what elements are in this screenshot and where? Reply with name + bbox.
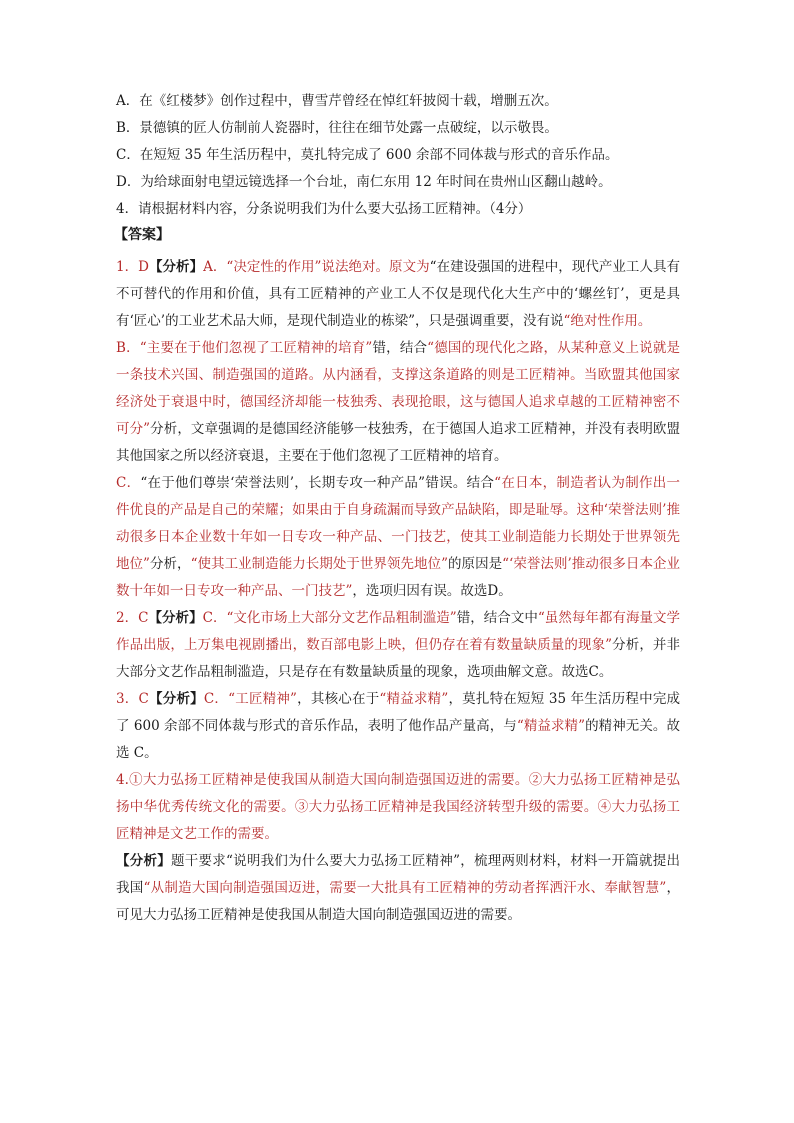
answer-text: “使其工业制造能力长期处于世界领先地位” xyxy=(190,556,448,572)
answer-text: “‘荣誉法则’推动很多日本企业数十年如一日专攻一种产品、一门技艺” xyxy=(116,556,681,599)
answer-text: 分析，并非大部分文艺作品粗制滥造，只是存在有数量缺质量的现象，选项曲解文意。故选C。 xyxy=(116,637,681,680)
answer-num: 1．D xyxy=(116,259,149,275)
answer-text: “绝对性作用。 xyxy=(563,313,652,329)
answer-1-a xyxy=(116,254,680,335)
answer-text: “从制造大国向制造强国迈进，需要一大批具有工匠精神的劳动者挥洒汗水、奉献智慧” xyxy=(143,880,667,896)
answer-text: “德国的现代化之路，从某种意义上说就是一条技术兴国、制造强国的道路。从内涵看，支撑这条道路的则是工匠精神。当欧盟其他国家经济处于衰退中时，德国经济却能一枝独秀、表现抢眼，这与德国人追求卓越的工匠精神密不可分” xyxy=(116,340,680,437)
answer-text: ，只是强调重要，没有说 xyxy=(414,313,564,329)
analysis-tag: 【分析】 xyxy=(148,259,204,275)
analysis-tag: 【分析】 xyxy=(116,853,171,869)
answer-num: 2．C xyxy=(116,610,149,626)
answer-text: ，选项归因有误。故选D。 xyxy=(352,583,512,599)
document-page xyxy=(116,92,680,929)
answer-4: 4.①大力弘扬工匠精神是使我国从制造大国向制造强国迈进的需要。②大力弘扬工匠精神是弘扬中华优秀传统文化的需要。③大力弘扬工匠精神是我国经济转型升级的需要。④大力弘扬工匠精神是文艺工作的需要。 xyxy=(116,772,680,842)
option-b: B．景德镇的匠人仿制前人瓷器时，往往在细节处露一点破绽，以示敬畏。 xyxy=(116,120,558,136)
answer-text: “文化市场上大部分文艺作品粗制滥造” xyxy=(226,610,457,626)
answer-text: “决定性的作用” xyxy=(226,259,322,275)
answer-text: A． xyxy=(203,259,227,275)
answer-1-c xyxy=(116,470,680,605)
answer-text: B．“主要在于他们忽视了工匠精神的培育” xyxy=(116,340,373,356)
answer-text: C． xyxy=(202,610,227,626)
answer-text: C． xyxy=(116,475,141,491)
answer-text: 的原因是 xyxy=(447,556,503,572)
option-d: D．为给球面射电望远镜选择一个台址，南仁东用 12 年时间在贵州山区翻山越岭。 xyxy=(116,174,612,190)
answer-text: ，其核心在于 xyxy=(296,691,380,707)
answer-text: 错，结合 xyxy=(372,340,428,356)
answer-text: 错，结合文中 xyxy=(456,610,538,626)
answer-text: ，可见大力弘扬工匠精神是使我国从制造大国向制造强国迈进的需要。 xyxy=(116,880,680,923)
answer-1-b xyxy=(116,335,680,470)
analysis-tag: 【分析】 xyxy=(148,610,203,626)
answer-text: ，梳理两则材料，材料一开篇就提出我国 xyxy=(116,853,681,896)
answer-text: “在日本，制造者认为制作出一件优良的产品是自己的荣耀；如果由于自身疏漏而导致产品缺陷，即是耻辱。这种‘荣誉法则’推动很多日本企业数十年如一日专攻一种产品、一门技艺，使其工业制造能力长期处于世界领先地位” xyxy=(116,475,680,572)
option-a: A．在《红楼梦》创作过程中，曹雪芹曾经在悼红轩披阅十载，增删五次。 xyxy=(116,93,558,109)
answer-text: ，莫扎特在短短 35 年生活历程中完成了 600 余部不同体裁与形式的音乐作品，表明了他作品产量高，与 xyxy=(116,691,681,734)
answer-text: 的精神无关。故选 C。 xyxy=(116,718,680,761)
answer-text: “精益求精” xyxy=(516,718,586,734)
answer-text: 错误。结合 xyxy=(425,475,495,491)
analysis-tag: 【分析】 xyxy=(148,691,204,707)
answer-text: 题干要求 xyxy=(171,853,226,869)
question-4: 4．请根据材料内容，分条说明我们为什么要大弘扬工匠精神。（4分） xyxy=(116,201,532,217)
answer-text: “精益求精” xyxy=(379,691,449,707)
answer-3 xyxy=(116,686,680,767)
answer-text: C． xyxy=(203,691,229,707)
answer-text: “说明我们为什么要大力弘扬工匠精神” xyxy=(226,853,461,869)
answer-text: 分析， xyxy=(149,556,191,572)
answer-2 xyxy=(116,605,680,686)
answer-header: 【答案】 xyxy=(114,227,170,243)
answer-num: 3．C xyxy=(116,691,149,707)
answer-text: 分析，文章强调的是德国经济能够一枝独秀，在于德国人追求工匠精神，并没有表明欧盟其他国家之所以经济衰退，主要在于他们忽视了工匠精神的培育。 xyxy=(116,421,680,464)
answer-text: “在建设强国的进程中，现代产业工人具有不可替代的作用和价值，具有工匠精神的产业工人不仅是现代化大生产中的‘螺丝钉’，更是具有‘匠心’的工业艺术品大师，是现代制造业的栋梁” xyxy=(116,259,681,329)
answer-4-analysis xyxy=(116,848,680,929)
answer-text: “在于他们尊崇‘荣誉法则’，长期专攻一种产品” xyxy=(140,475,426,491)
option-c: C．在短短 35 年生活历程中，莫扎特完成了 600 余部不同体裁与形式的音乐作品。 xyxy=(116,147,619,163)
answer-text: 说法绝对。原文为 xyxy=(321,259,430,275)
answer-text: “虽然每年都有海量文学作品出版，上万集电视剧播出，数百部电影上映，但仍存在着有数量缺质量的现象” xyxy=(116,610,681,653)
answer-text: “工匠精神” xyxy=(228,691,297,707)
